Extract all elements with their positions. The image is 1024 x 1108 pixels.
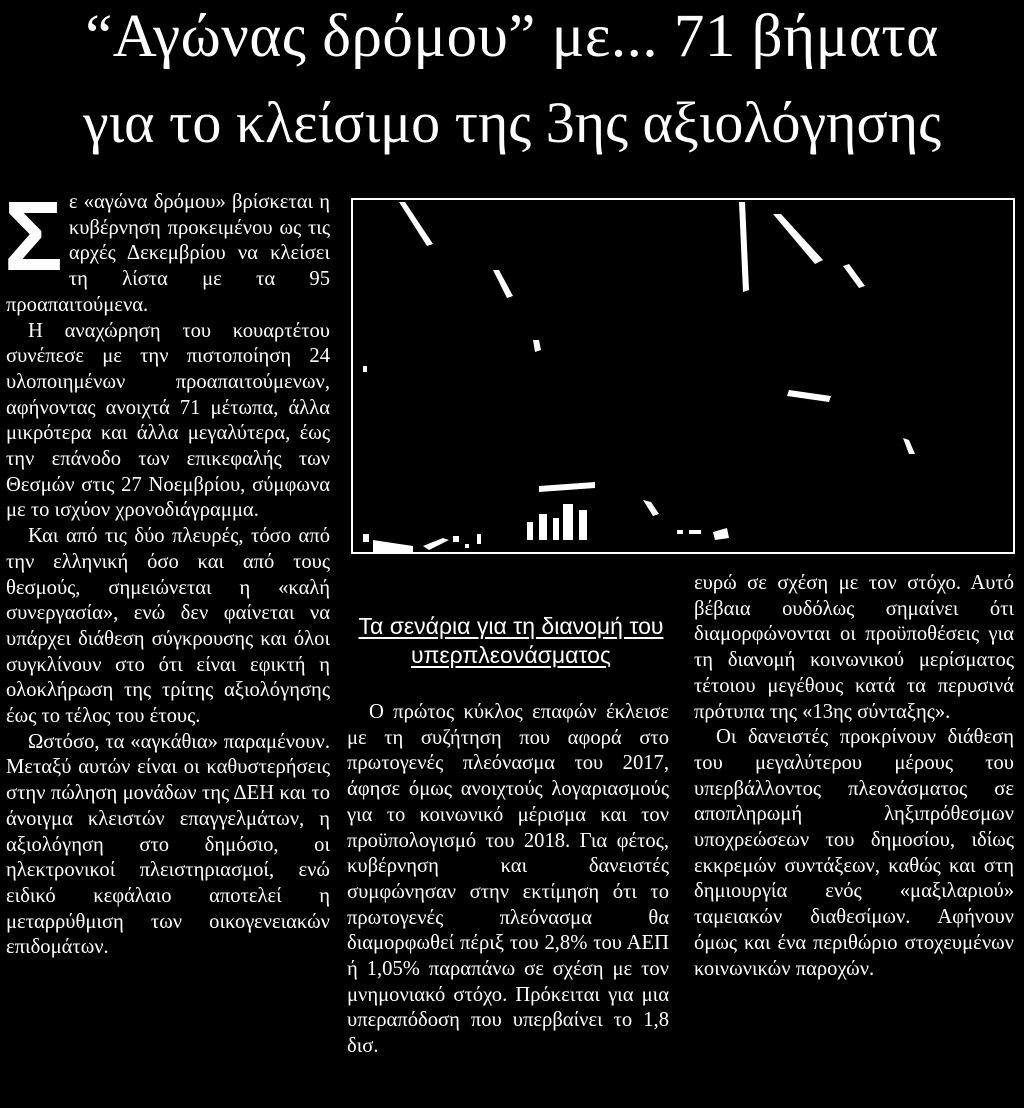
paragraph: Οι δανειστές προκρίνουν διάθεση του μεγαλύτερου μέρους του υπερβάλλοντος πλεονάσματος σε αποπληρωμή ληξιπρόθεσμων υποχρεώσεων του δημοσίου, ιδίως εκκρεμών συντάξεων, καθώς και στη δημιουργία ενός «μαξιλαριού» ταμειακών διαθεσίμων. Αφήνουν όμως και ένα περιθώριο στοχευμένων κοινωνικών παροχών. [694, 726, 1014, 980]
headline-line-2: για το κλείσιμο της 3ης αξιολόγησης [82, 90, 942, 155]
paragraph: Ο πρώτος κύκλος επαφών έκλεισε με τη συζήτηση που αφορά στο πρωτογενές πλεόνασμα του 2017, άφησε όμως ανοιχτούς λογαριασμούς για το κοινωνικό μέρισμα και τον προϋπολογισμό του 2018. Για φέτος, κυβέρνηση και δανειστές συμφώνησαν στην εκτίμηση ότι το πρωτογενές πλεόνασμα θα διαμορφωθεί πέριξ του 2,8% του ΑΕΠ ή 1,05% παραπάνω σε σχέση με τον μνημονιακό στόχο. Πρόκειται για μια υπεραπόδοση που υπερβαίνει το 1,8 δισ. [347, 701, 669, 1058]
paragraph: Η αναχώρηση του κουαρτέτου συνέπεσε με την πιστοποίηση 24 υλοποιημένων προαπαιτούμενων, αφήνοντας ανοιχτά 71 μέτωπα, άλλα μικρότερα και άλλα μεγαλύτερα, έως την επάνοδο των επικεφαλής των Θεσμών στις 27 Νοεμβρίου, σύμφωνα με το ισχύον χρονοδιάγραμμα. [6, 319, 330, 522]
lead-text: ε «αγώνα δρόμου» βρίσκεται η κυβέρνηση προκειμένου ως τις αρχές Δεκεμβρίου να κλείσει τη λίστα με τα 95 προαπαιτούμενα. [6, 191, 330, 316]
article-column-1 [4, 181, 330, 961]
section-subheading: Τα σενάρια για τη διανομή του υπερπλεονάσματος [358, 613, 664, 668]
article-column-2 [347, 700, 669, 1060]
headline-line-1: “Αγώνας δρόμου” με... 71 βήματα [85, 3, 939, 70]
paragraph-continued: ευρώ σε σχέση με τον στόχο. Αυτό βέβαια ουδόλως σημαίνει ότι διαμορφώνονται οι προϋποθέσεις για τη διανομή κοινωνικού μερίσματος τέτοιου μεγέθους κατά τα περυσινά πρότυπα της «13ης σύνταξης». [694, 572, 1014, 723]
article-column-3 [694, 571, 1014, 982]
drop-cap: Σ [4, 181, 63, 291]
photo-silhouette-graphic [353, 200, 1015, 554]
paragraph: Ωστόσο, τα «αγκάθια» παραμένουν. Μεταξύ αυτών είναι οι καθυστερήσεις στην πώληση μονάδων της ΔΕΗ και το άνοιγμα κλειστών επαγγελμάτων, η αξιολόγηση στο δημόσιο, οι ηλεκτρονικοί πλειστηριασμοί, ενώ ειδικό κεφάλαιο αποτελεί η μεταρρύθμιση των οικογενειακών επιδομάτων. [6, 730, 330, 959]
paragraph: Και από τις δύο πλευρές, τόσο από την ελληνική όσο και από τους θεσμούς, σημειώνεται η «καλή συνεργασία», ενώ δεν φαίνεται να υπάρχει διάθεση σύγκρουσης και όλοι συγκλίνουν στο ότι είναι εφικτή η ολοκλήρωση της τρίτης αξιολόγησης έως το τέλος του έτους. [6, 525, 330, 728]
article-photo [351, 198, 1015, 554]
lead-paragraph [4, 181, 330, 319]
